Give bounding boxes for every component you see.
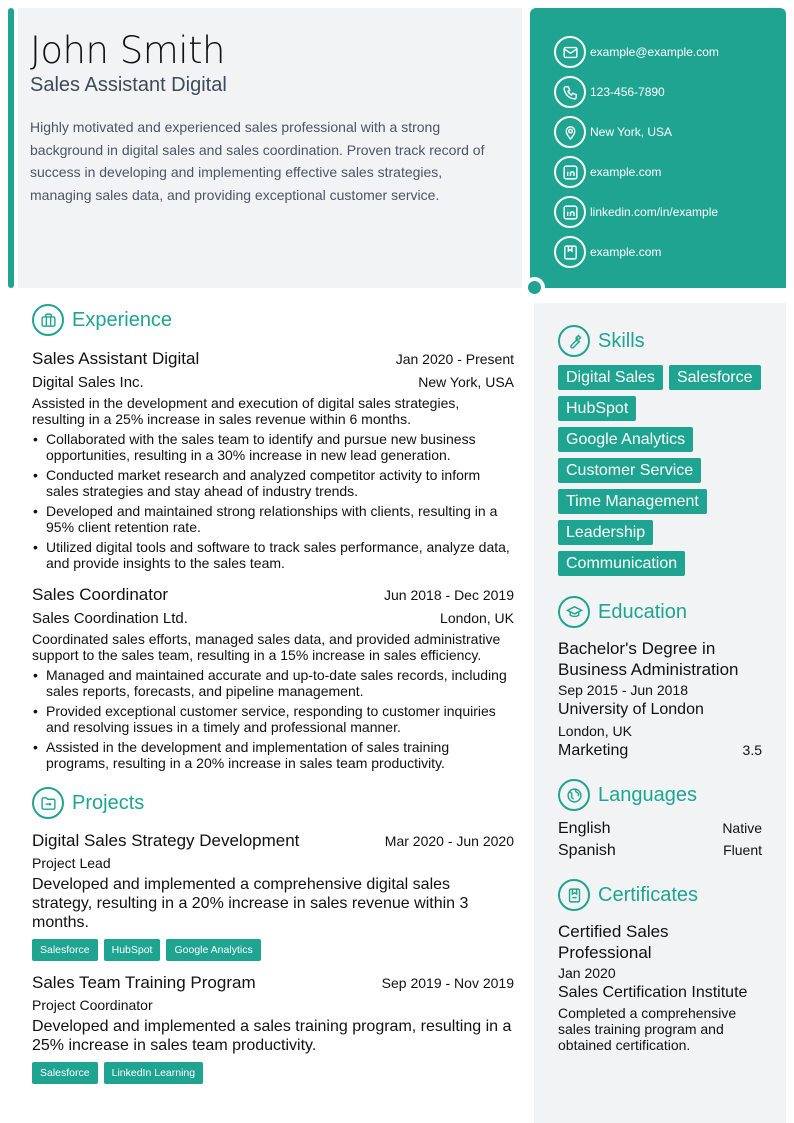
skill-tag: Google Analytics <box>558 427 693 452</box>
phone-icon <box>554 76 586 108</box>
linkedin-icon <box>554 156 586 188</box>
job-bullet: • Conducted market research and analyzed competitor activity to inform sales strategies and stay ahead of industry trends. <box>32 467 514 499</box>
experience-heading <box>32 304 514 336</box>
contact-panel <box>530 8 786 288</box>
job-company: Sales Coordination Ltd. <box>32 610 188 627</box>
project-tag: HubSpot <box>104 939 161 961</box>
certificate-description: Completed a comprehensive sales training program and obtained certification. <box>558 1005 737 1053</box>
job-bullets <box>32 667 514 771</box>
contact-email[interactable] <box>554 32 786 72</box>
project-tag: Salesforce <box>32 1062 98 1084</box>
folder-icon <box>32 787 64 819</box>
accent-bar <box>8 8 14 288</box>
job-bullet: • Collaborated with the sales team to identify and pursue new business opportunities, resulting in a 30% increase in new lead generation. <box>32 431 514 463</box>
education-heading <box>558 596 762 628</box>
language-name: Spanish <box>558 842 616 859</box>
certificates-title: Certificates <box>598 883 699 906</box>
skills-title: Skills <box>598 329 645 352</box>
experience-title: Experience <box>72 308 173 331</box>
project-tag: Salesforce <box>32 939 98 961</box>
languages-title: Languages <box>598 783 697 806</box>
project-role: Project Coordinator <box>32 997 153 1013</box>
briefcase-icon <box>32 304 64 336</box>
wrench-icon <box>558 325 590 357</box>
contact-portfolio-text: example.com <box>590 245 662 259</box>
skill-tag: Digital Sales <box>558 365 663 390</box>
job-location: London, UK <box>440 610 514 626</box>
education-score: 3.5 <box>742 742 762 758</box>
job-bullet: • Developed and maintained strong relationships with clients, resulting in a 95% client retention rate. <box>32 503 514 535</box>
job-bullet: • Managed and maintained accurate and up-to-date sales records, including sales reports, forecasts, and pipeline management. <box>32 667 514 699</box>
skill-tag: Customer Service <box>558 458 701 483</box>
project-date: Mar 2020 - Jun 2020 <box>384 833 514 849</box>
graduation-cap-icon <box>558 596 590 628</box>
job-date: Jun 2018 - Dec 2019 <box>384 587 514 603</box>
project-date: Sep 2019 - Nov 2019 <box>381 975 514 991</box>
education-location: London, UK <box>558 723 632 739</box>
job-bullets <box>32 431 514 571</box>
job-bullet: • Utilized digital tools and software to track sales performance, analyze data, and provide insights to the sales team. <box>32 539 514 571</box>
education-degree: Bachelor's Degree in Business Administration <box>558 639 739 679</box>
project-description: Developed and implemented a comprehensive digital sales strategy, resulting in a 20% increase in sales revenue within 3 months. <box>32 876 469 931</box>
job-description: Coordinated sales efforts, managed sales data, and provided administrative support to the sales team, resulting in a 15% increase in sales efficiency. <box>32 631 501 663</box>
contact-location <box>554 112 786 152</box>
education-school: University of London <box>558 701 704 718</box>
contact-linkedin[interactable] <box>554 192 786 232</box>
contact-portfolio[interactable] <box>554 232 786 272</box>
education-field: Marketing <box>558 742 629 759</box>
sidebar <box>534 303 786 1123</box>
project-title: Sales Team Training Program <box>32 973 256 992</box>
job-entry <box>32 585 514 771</box>
job-bullet: • Assisted in the development and implementation of sales training programs, resulting in a 20% increase in sales team productivity. <box>32 739 514 771</box>
job-bullet: • Provided exceptional customer service, responding to customer inquiries and resolving issues in a timely and professional manner. <box>32 703 514 735</box>
contact-website-text: example.com <box>590 165 662 179</box>
job-description: Assisted in the development and execution of digital sales strategies, resulting in a 25% increase in sales revenue within 6 months. <box>32 395 460 427</box>
summary: Highly motivated and experienced sales professional with a strong background in digital sales and sales coordination. Proven track record of success in developing and implementing effective sales strategies, managing sales data, and providing exceptional customer service. <box>30 119 485 203</box>
skills-list <box>558 365 762 576</box>
job-location: New York, USA <box>418 374 514 390</box>
contact-linkedin-text: linkedin.com/in/example <box>590 205 719 219</box>
main-column <box>32 304 514 1084</box>
header-panel <box>18 8 522 288</box>
skill-tag: Leadership <box>558 520 653 545</box>
certificate-date: Jan 2020 <box>558 965 616 981</box>
mail-icon <box>554 36 586 68</box>
linkedin-icon <box>554 196 586 228</box>
certificates-heading <box>558 879 762 911</box>
project-description: Developed and implemented a sales training program, resulting in a 25% increase in sales team productivity. <box>32 1018 512 1054</box>
contact-phone-text: 123-456-7890 <box>590 85 665 99</box>
map-pin-icon <box>554 116 586 148</box>
globe-icon <box>558 779 590 811</box>
projects-title: Projects <box>72 791 145 814</box>
language-level: Native <box>722 820 762 836</box>
project-tag: LinkedIn Learning <box>104 1062 203 1084</box>
education-entry <box>558 638 762 760</box>
project-tags <box>32 939 514 961</box>
job-title: Sales Coordinator <box>32 585 169 604</box>
language-row <box>558 842 762 860</box>
project-entry <box>32 973 514 1084</box>
person-name: John Smith <box>30 29 225 72</box>
skills-heading <box>558 325 762 357</box>
skill-tag: Salesforce <box>669 365 761 390</box>
skill-tag: HubSpot <box>558 396 636 421</box>
languages-heading <box>558 779 762 811</box>
contact-phone[interactable] <box>554 72 786 112</box>
project-title: Digital Sales Strategy Development <box>32 831 300 850</box>
contact-website[interactable] <box>554 152 786 192</box>
project-tags <box>32 1062 514 1084</box>
portfolio-icon <box>554 236 586 268</box>
skill-tag: Communication <box>558 551 685 576</box>
decorative-dot <box>524 277 545 298</box>
education-title: Education <box>598 600 687 623</box>
job-date: Jan 2020 - Present <box>395 351 514 367</box>
education-date: Sep 2015 - Jun 2018 <box>558 682 688 698</box>
language-row <box>558 820 762 838</box>
job-company: Digital Sales Inc. <box>32 374 144 391</box>
skill-tag: Time Management <box>558 489 707 514</box>
job-title: Sales Assistant Digital <box>32 349 200 368</box>
certificate-title: Certified Sales Professional <box>558 922 669 962</box>
languages-list <box>558 820 762 860</box>
project-role: Project Lead <box>32 855 111 871</box>
language-name: English <box>558 820 611 837</box>
contact-location-text: New York, USA <box>590 125 673 139</box>
certificate-entry <box>558 921 762 1053</box>
job-entry <box>32 349 514 571</box>
language-level: Fluent <box>723 842 762 858</box>
contact-email-text: example@example.com <box>590 45 719 59</box>
certificate-issuer: Sales Certification Institute <box>558 984 748 1001</box>
project-tag: Google Analytics <box>166 939 260 961</box>
person-title: Sales Assistant Digital <box>30 74 227 96</box>
project-entry <box>32 831 514 961</box>
certificate-icon <box>558 879 590 911</box>
projects-heading <box>32 787 514 819</box>
